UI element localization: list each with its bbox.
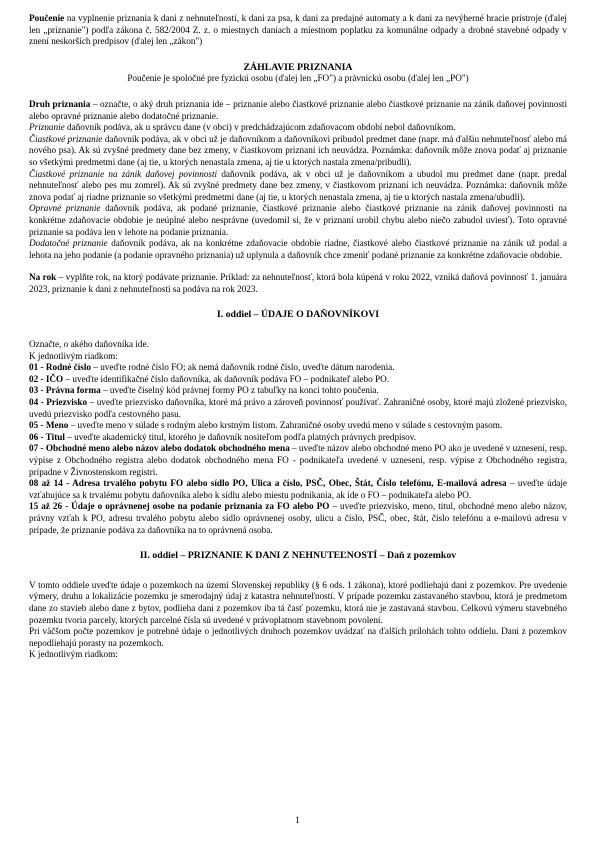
druh-item	[29, 169, 567, 204]
row-text: – uveďte identifikačné číslo daňovníka, ak daňovník podáva FO – podnikateľ alebo PO.	[63, 373, 390, 384]
row-text: – uveďte názov alebo obchodné meno PO ako je uvedené v uznesení, resp. výpise z Obchodného registra alebo dodatok obchodného mena FO - podnikateľa uvedené v uznesení, resp. výpise z Obchodného registra, prípadne v Živnostenskom registri.	[29, 443, 568, 477]
druh-item	[29, 238, 567, 261]
druh-paragraph	[29, 99, 567, 122]
druh-item-text: daňovník podáva, ak u správcu dane (v obci) v predchádzajúcom zdaňovacom období nebol daňovníkom.	[64, 122, 456, 133]
page-number: 1	[295, 816, 300, 826]
header-section-note: Poučenie je spoločné pre fyzickú osobu (ďalej len „FO") a právnickú osobu (ďalej len „PO")	[127, 73, 469, 84]
druh-item	[29, 203, 567, 238]
section-2-title: II. oddiel – PRIZNANIE K DANI Z NEHNUTEĽNOSTÍ – Daň z pozemkov	[139, 550, 457, 562]
row-lead: 01 - Rodné číslo	[29, 362, 92, 373]
row-text: – uveďte číselný kód právnej formy PO z tabuľky na konci tohto poučenia.	[100, 385, 379, 396]
row-lead: 06 - Titul	[29, 431, 65, 442]
section-1-rows-intro: K jednotlivým riadkom:	[29, 350, 118, 361]
row-lead: 15 až 26 - Údaje o oprávnenej osobe na podanie priznania za FO alebo PO	[29, 501, 330, 512]
druh-item	[29, 134, 567, 169]
section-2-rows-intro: K jednotlivým riadkom:	[29, 649, 118, 660]
row-text: – uveďte akademický titul, ktorého je daňovník nositeľom podľa platných právnych predpisov.	[64, 431, 417, 442]
row-description	[29, 374, 567, 386]
druh-item-term: Priznanie	[29, 122, 65, 133]
druh-item	[29, 122, 567, 134]
row-text: – uveďte rodné číslo FO; ak nemá daňovník rodné číslo, uveďte dátum narodenia.	[91, 362, 395, 373]
row-description	[29, 501, 567, 536]
druh-lead: Druh priznania	[29, 98, 91, 109]
row-description	[29, 385, 567, 397]
intro-paragraph	[29, 13, 567, 48]
intro-lead: Poučenie	[29, 13, 65, 23]
na-rok-paragraph	[29, 272, 567, 295]
druh-item-text: daňovník podáva, ak podané priznanie, čiastkové priznanie alebo čiastkové priznanie na zánik daňovej povinnosti na konkrétne zdaňovacie obdobie je neúplné alebo nesprávne (uvedomil si, že v priznaní urobil chybu alebo niečo zabudol uviesť). Toto opravné priznanie sa podáva len v lehote na podanie priznania.	[29, 203, 567, 237]
row-lead: 03 - Právna forma	[29, 385, 101, 396]
row-lead: 08 až 14 - Adresa trvalého pobytu FO alebo sídlo PO, Ulica a číslo, PSČ, Obec, Štát, Číslo telefónu, E-mailová adresa	[29, 478, 507, 489]
druh-item-text: daňovník podáva, ak v obci už je daňovníkom a ubudol mu predmet dane (napr. predal nehnuteľnosť alebo pes mu zomrel). Ak sú zvyšné predmety dane bez zmeny, v čiastkovom priznaní ich neuvádza. Poznámka: daňovník môže znova podať aj riadne priznanie so všetkými predmetmi dane (aj tie, u ktorých nenastala zmena, aj tie u ktorých nastala zmena/ubudli).	[29, 168, 567, 202]
section-2-paragraph: Pri väčšom počte pozemkov je potrebné údaje o jednotlivých druhoch pozemkov uvádzať na ďalších prílohách tohto oddielu. Dani z pozemkov nepodliehajú porasty na pozemkoch.	[29, 626, 567, 648]
druh-item-term: Opravné priznanie	[29, 203, 101, 214]
druh-text: – označte, o aký druh priznania ide – priznanie alebo čiastkové priznanie alebo čiastkové priznanie na zánik daňovej povinnosti alebo opravné priznanie alebo dodatočné priznanie.	[29, 98, 567, 121]
row-lead: 07 - Obchodné meno alebo názov alebo dodatok obchodného mena	[29, 443, 290, 454]
row-text: – uveďte priezvisko, meno, titul, obchodné meno alebo názov, právny vzťah k PO, adresu trvalého pobytu alebo sídlo oprávnenej osoby, ulicu a číslo, PSČ, obec, štát, číslo telefónu a e-mailovú adresu v prípade, že priznanie podáva za daňovníka na to oprávnená osoba.	[29, 501, 568, 535]
row-text: – uveďte údaje vzťahujúce sa k trvalému pobytu daňovníka alebo k sídlu alebo miestu podnikania, ak ide o FO – podnikateľa alebo PO.	[29, 478, 567, 500]
row-description	[29, 443, 567, 478]
row-description	[29, 362, 567, 374]
row-text: – uveďte meno v súlade s rodným alebo krstným listom. Zahraničné osoby uvedú meno v súlade s cestovným pasom.	[68, 420, 503, 431]
intro-text: na vyplnenie priznania k dani z nehnuteľností, k dani za psa, k dani za predajné automaty a k dani za nevýherné hracie prístroje (ďalej len „priznanie") podľa zákona č. 582/2004 Z. z. o miestnych daniach a miestnom poplatku za komunálne odpady a drobné stavebné odpady v znení neskorších predpisov (ďalej len „zákon")	[29, 13, 567, 47]
row-lead: 02 - IČO	[29, 373, 64, 384]
row-lead: 05 - Meno	[29, 420, 69, 431]
section-1-title: I. oddiel – ÚDAJE O DAŇOVNÍKOVI	[216, 309, 380, 321]
druh-item-term: Čiastkové priznanie na zánik daňovej povinnosti	[29, 168, 218, 179]
na-rok-lead: Na rok	[29, 272, 57, 283]
row-text: – uveďte priezvisko daňovníka, ktoré má právo a zároveň povinnosť používať. Zahraničné osoby, ktoré majú zložené priezvisko, uvedú priezvisko podľa cestovného pasu.	[29, 397, 567, 419]
section-1-intro: Označte, o akého daňovníka ide.	[29, 339, 149, 350]
header-section-title: ZÁHLAVIE PRIZNANIA	[243, 61, 353, 73]
row-lead: 04 - Priezvisko	[29, 397, 88, 408]
druh-item-term: Čiastkové priznanie	[29, 133, 103, 144]
druh-item-text: daňovník podáva, ak v obci už je daňovníkom a daňovníkovi pribudol predmet dane (napr. má ďalšiu nehnuteľnosť alebo má nového psa). Ak sú zvyšné predmety dane bez zmeny, v čiastkovom priznaní ich neuvádza. Poznámka: daňovník môže znova podať aj priznanie so všetkými predmetmi dane (aj tie, u ktorých nenastala zmena, aj tie u ktorých nastala zmena/pribudli).	[29, 133, 567, 167]
row-description	[29, 397, 567, 420]
na-rok-text: – vyplňte rok, na ktorý podávate priznanie. Príklad: za nehnuteľnosť, ktorá bola kúpená v roku 2022, vzniká daňová povinnosť 1. januára 2023, priznanie k dani z nehnuteľností sa podáva na rok 2023.	[29, 272, 568, 294]
row-description	[29, 432, 567, 444]
section-2-paragraph: V tomto oddiele uveďte údaje o pozemkoch na území Slovenskej republiky (§ 6 ods. 1 zákona), ktoré podliehajú dani z pozemkov. Pre uvedenie výmery, druhu a lokalizácie pozemku je smerodajný údaj z katastra nehnuteľností. V prípade pozemku zastavaného stavbou, ktorá je predmetom dane zo stavieb alebo dane z bytov, podlieha dani z pozemkov iba tá časť pozemku, ktorá nie je zastavaná stavbou. Celkovú výmeru stavebného pozemku tvoria parcely, ktorých parcelné čísla sú uvedené v právoplatnom stavebnom povolení.	[29, 579, 567, 625]
druh-item-term: Dodatočné priznanie	[29, 238, 108, 249]
row-description	[29, 478, 567, 501]
row-description	[29, 420, 567, 432]
druh-item-text: daňovník podáva, ak na konkrétne zdaňovacie obdobie riadne, čiastkové alebo čiastkové priznanie na zánik už podal a lehota na jeho podanie (a podanie opravného priznania) už uplynula a daňovník chce zmeniť podané priznanie za konkrétne zdaňovacie obdobie.	[29, 238, 567, 260]
